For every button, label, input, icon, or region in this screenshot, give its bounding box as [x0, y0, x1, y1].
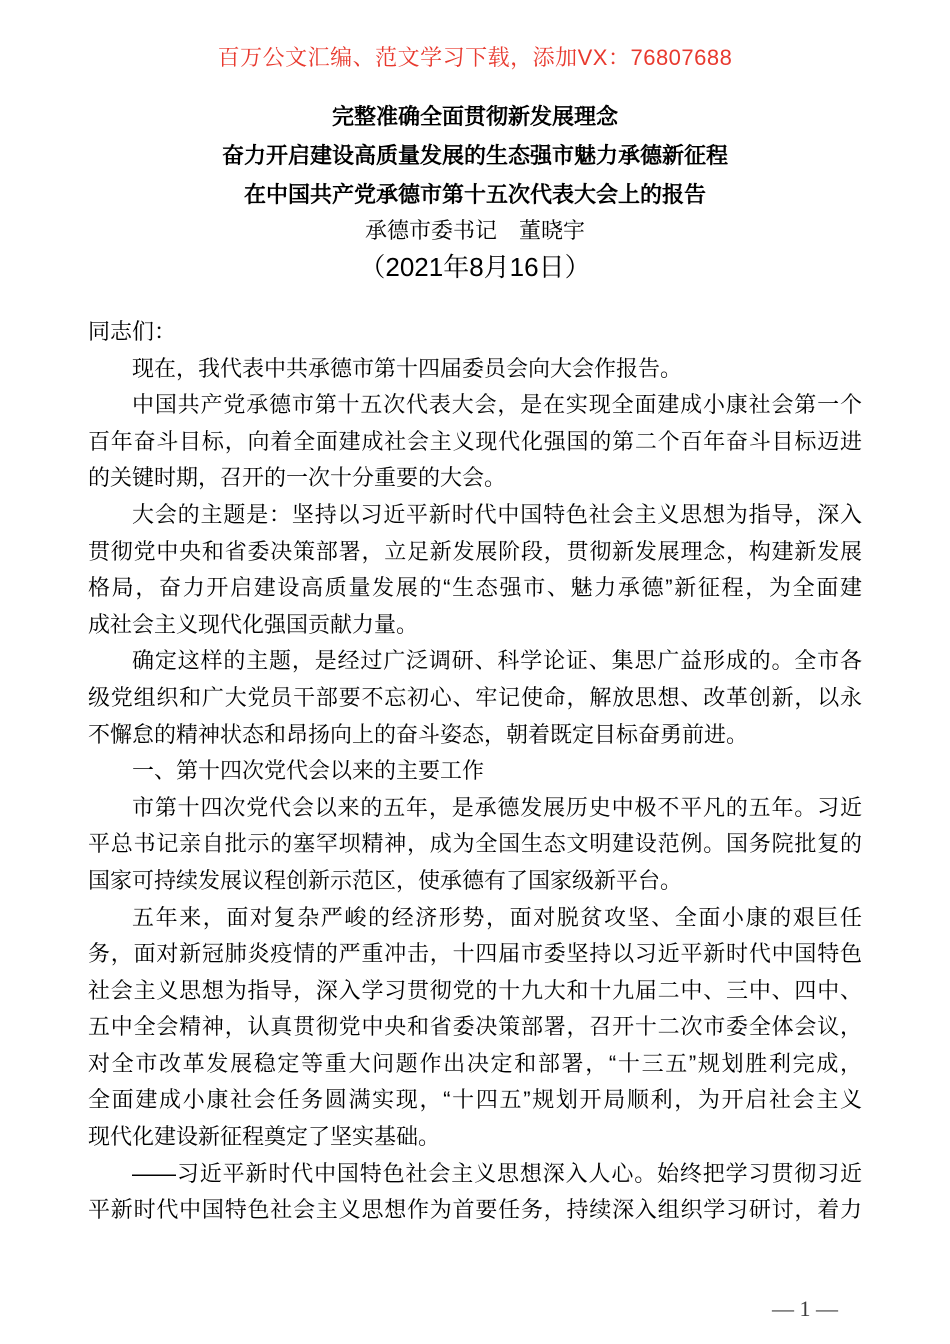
document-title-line-3: 在中国共产党承德市第十五次代表大会上的报告: [243, 182, 706, 207]
body-line: 级党组织和广大党员干部要不忘初心、牢记使命，解放思想、改革创新，以永: [88, 684, 862, 710]
body-line: 贯彻党中央和省委决策部署，立足新发展阶段，贯彻新发展理念，构建新发展: [88, 538, 862, 564]
author-line: 承德市委书记 董晓宇: [364, 218, 585, 243]
body-text: [88, 314, 862, 1229]
document-title-line-1: 完整准确全面贯彻新发展理念: [331, 104, 618, 129]
body-line: 格局，奋力开启建设高质量发展的“生态强市、魅力承德”新征程，为全面建: [88, 575, 862, 601]
date-line: （2021年8月16日）: [359, 252, 591, 282]
body-line: 不懈怠的精神状态和昂扬向上的奋斗姿态，朝着既定目标奋勇前进。: [88, 721, 749, 747]
body-line: 平总书记亲自批示的塞罕坝精神，成为全国生态文明建设范例。国务院批复的: [88, 831, 862, 857]
body-line: 成社会主义现代化强国贡献力量。: [88, 611, 419, 637]
body-line: 全面建成小康社会任务圆满实现，“十四五”规划开局顺利，为开启社会主义: [88, 1087, 862, 1113]
document-title-line-2: 奋力开启建设高质量发展的生态强市魅力承德新征程: [221, 143, 728, 168]
page-number: — 1 —: [772, 1296, 838, 1321]
body-line: 五中全会精神，认真贯彻党中央和省委决策部署，召开十二次市委全体会议，: [88, 1014, 862, 1040]
title-block: [0, 97, 950, 288]
body-line: 务，面对新冠肺炎疫情的严重冲击，十四届市委坚持以习近平新时代中国特色: [88, 941, 862, 967]
body-line: 国家可持续发展议程创新示范区，使承德有了国家级新平台。: [88, 867, 683, 893]
section-heading: 一、第十四次党代会以来的主要工作: [132, 758, 485, 784]
body-line: 中国共产党承德市第十五次代表大会，是在实现全面建成小康社会第一个: [132, 392, 862, 418]
body-line: 现代化建设新征程奠定了坚实基础。: [88, 1124, 441, 1150]
body-line: 现在，我代表中共承德市第十四届委员会向大会作报告。: [132, 355, 683, 381]
body-line: ——习近平新时代中国特色社会主义思想深入人心。始终把学习贯彻习近: [132, 1160, 862, 1186]
body-line: 平新时代中国特色社会主义思想作为首要任务，持续深入组织学习研讨，着力: [88, 1197, 862, 1223]
body-line: 大会的主题是：坚持以习近平新时代中国特色社会主义思想为指导，深入: [132, 501, 862, 527]
body-line: 确定这样的主题，是经过广泛调研、科学论证、集思广益形成的。全市各: [132, 648, 862, 674]
header-notice: 百万公文汇编、范文学习下载，添加VX：76807688: [217, 45, 733, 70]
body-line: 对全市改革发展稳定等重大问题作出决定和部署，“十三五”规划胜利完成，: [88, 1050, 862, 1076]
body-line-salutation: 同志们：: [88, 319, 177, 344]
body-line: 的关键时期，召开的一次十分重要的大会。: [88, 465, 507, 491]
body-line: 五年来，面对复杂严峻的经济形势，面对脱贫攻坚、全面小康的艰巨任: [132, 904, 862, 930]
body-line: 百年奋斗目标，向着全面建成社会主义现代化强国的第二个百年奋斗目标迈进: [88, 428, 862, 454]
body-line: 社会主义思想为指导，深入学习贯彻党的十九大和十九届二中、三中、四中、: [88, 977, 862, 1003]
body-line: 市第十四次党代会以来的五年，是承德发展历史中极不平凡的五年。习近: [132, 794, 862, 820]
